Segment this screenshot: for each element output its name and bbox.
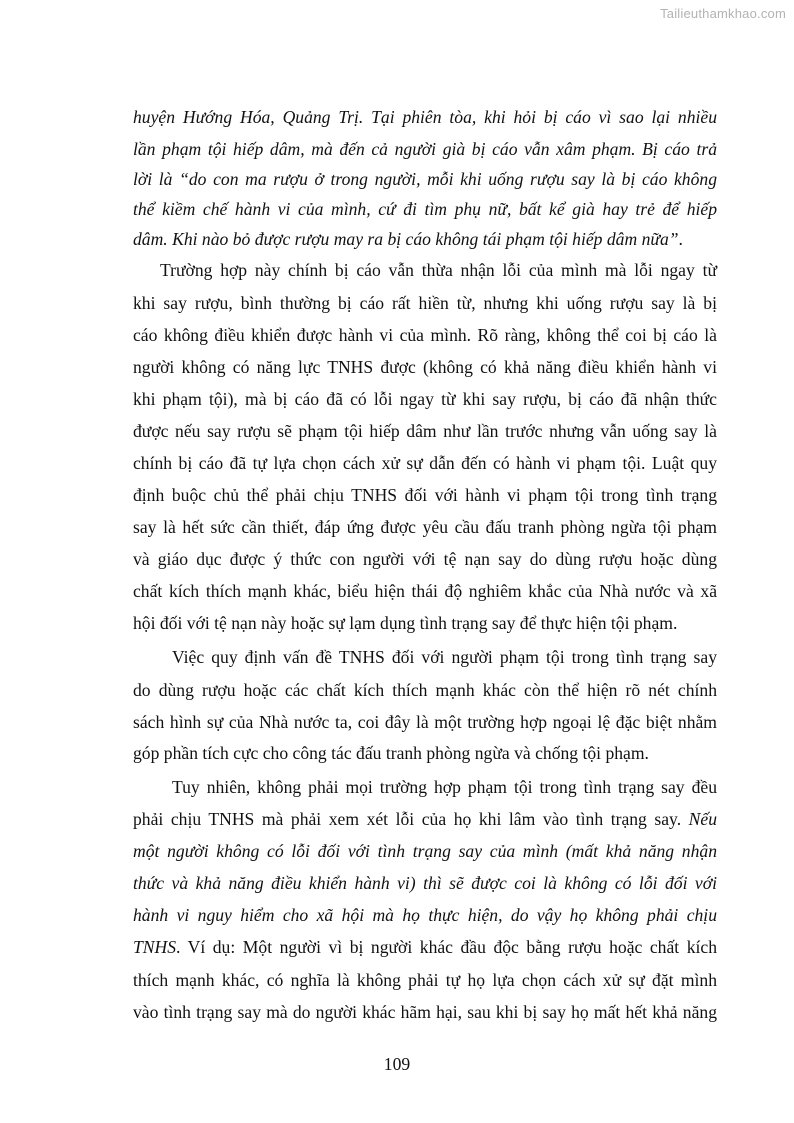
paragraph-first-line [172,776,717,798]
text-segment: Việc quy định vấn đề TNHS đối với người phạm tội trong tình trạng say [172,647,717,667]
text-line [133,936,717,958]
text-line [133,452,717,474]
text-line [133,612,677,634]
text-segment: cáo không điều khiển được hành vi của mình. Rõ ràng, không thể coi bị cáo là [133,325,717,345]
text-segment: được nếu say rượu sẽ phạm tội hiếp dâm như lần trước nhưng vẫn uống say là [133,421,717,441]
text-segment: chính bị cáo đã tự lựa chọn cách xử sự dẫn đến có hành vi phạm tội. Luật quy [133,453,717,473]
text-line [133,516,717,538]
italic-text: thức và khả năng điều khiển hành vi) thì sẽ được coi là không có lỗi đối với [133,873,717,893]
text-segment: Tuy nhiên, không phải mọi trường hợp phạm tội trong tình trạng say đều [172,777,717,797]
text-segment: vào tình trạng say mà do người khác hãm hại, sau khi bị say họ mất hết khả năng [133,1002,717,1022]
text-line [133,356,717,378]
paragraph-first-line [160,259,717,281]
italic-text: huyện Hướng Hóa, Quảng Trị. Tại phiên tòa, khi hỏi bị cáo vì sao lại nhiều [133,107,717,127]
text-segment: . [678,229,683,249]
text-line [133,904,717,926]
text-line [133,420,717,442]
text-line [133,106,717,128]
text-line [133,138,717,160]
text-segment: hội đối với tệ nạn này hoặc sự lạm dụng tình trạng say để thực hiện tội phạm. [133,613,678,633]
text-segment: thích mạnh khác, có nghĩa là không phải tự họ lựa chọn cách xử sự đặt mình [133,970,717,990]
text-segment: . Ví dụ: Một người vì bị người khác đầu độc bằng rượu hoặc chất kích [176,937,717,957]
watermark: Tailieuthamkhao.com [660,6,786,21]
page-number: 109 [383,1054,411,1074]
italic-text: lời là “do con ma rượu ở trong người, mỗi khi uống rượu say là bị cáo không [133,169,717,189]
text-line [133,742,649,764]
text-line [133,324,717,346]
text-segment: do dùng rượu hoặc các chất kích thích mạnh khác còn thể hiện rõ nét chính [133,680,717,700]
text-segment: khi phạm tội), mà bị cáo đã có lỗi ngay từ khi say rượu, bị cáo đã nhận thức [133,389,717,409]
text-line [133,969,717,991]
text-segment: say là hết sức cần thiết, đáp ứng được yêu cầu đấu tranh phòng ngừa tội phạm [133,517,717,537]
text-line [133,1001,717,1023]
italic-text: dâm. Khi nào bỏ được rượu may ra bị cáo không tái phạm tội hiếp dâm nữa” [133,229,679,249]
italic-text: Nếu [688,809,717,829]
text-segment: sách hình sự của Nhà nước ta, coi đây là một trường hợp ngoại lệ đặc biệt nhằm [133,712,717,732]
text-line [133,548,717,570]
text-line [133,228,683,250]
text-line [133,711,717,733]
text-line [133,198,717,220]
text-line [133,168,717,190]
italic-text: thể kiềm chế hành vi của mình, cứ đi tìm phụ nữ, bất kể già hay trẻ để hiếp [133,199,717,219]
text-segment: chất kích thích mạnh khác, biểu hiện thái độ nghiêm khắc của Nhà nước và xã [133,581,717,601]
italic-text: TNHS [133,937,177,957]
text-line [133,484,717,506]
text-line [133,872,717,894]
text-segment: phải chịu TNHS mà phải xem xét lỗi của họ khi lâm vào tình trạng say. [133,809,689,829]
italic-text: một người không có lỗi đối với tình trạng say của mình (mất khả năng nhận [133,841,717,861]
text-segment: khi say rượu, bình thường bị cáo rất hiền từ, nhưng khi uống rượu say là bị [133,293,717,313]
paragraph-first-line [172,646,717,668]
text-segment: Trường hợp này chính bị cáo vẫn thừa nhận lỗi của mình mà lỗi ngay từ [160,260,717,280]
text-line [133,292,717,314]
text-segment: và giáo dục được ý thức con người với tệ nạn say do dùng rượu hoặc dùng [133,549,717,569]
text-line [133,388,717,410]
text-line [133,840,717,862]
italic-text: hành vi nguy hiểm cho xã hội mà họ thực hiện, do vậy họ không phải chịu [133,905,717,925]
text-line [133,580,717,602]
text-line [133,808,717,830]
text-segment: người không có năng lực TNHS được (không có khả năng điều khiển hành vi [133,357,717,377]
text-line [133,679,717,701]
text-segment: góp phần tích cực cho công tác đấu tranh phòng ngừa và chống tội phạm. [133,743,649,763]
italic-text: lần phạm tội hiếp dâm, mà đến cả người già bị cáo vẫn xâm phạm. Bị cáo trả [133,139,717,159]
text-segment: định buộc chủ thể phải chịu TNHS đối với hành vi phạm tội trong tình trạng [133,485,717,505]
